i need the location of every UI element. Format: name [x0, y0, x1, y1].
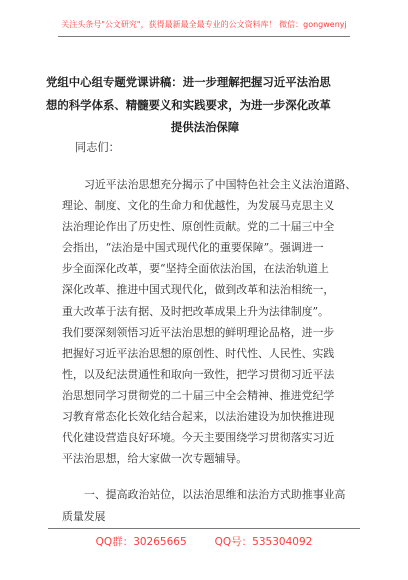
body-line: 理论、制度、文化的生命力和优越性，为发展马克思主义	[62, 199, 335, 213]
section-heading-line: 一、提高政治站位，以法治思维和法治方式助推事业高	[84, 488, 346, 501]
document-title	[46, 71, 364, 139]
page-header	[58, 14, 350, 37]
greeting: 同志们：	[75, 141, 120, 154]
title-line: 提供法治保障	[170, 120, 240, 134]
body-line: 深化改革、推进中国式现代化，做到改革和法治相统一，	[62, 283, 335, 297]
body-line: 平法治思想，给大家做一次专题辅导。	[62, 452, 248, 466]
footer-divider	[48, 528, 360, 529]
footer-qq-number: QQ号：535304092	[214, 536, 313, 548]
footer-qq-group: QQ群：30265665	[95, 536, 187, 548]
page-footer	[0, 534, 408, 549]
title-line: 党组中心组专题党课讲稿：进一步理解把握习近平法治思	[46, 75, 331, 89]
body-line: 习近平法治思想充分揭示了中国特色社会主义法治道路、	[84, 178, 357, 191]
body-line: 习教育常态化长效化结合起来，以法治建设为加快推进现	[62, 410, 335, 424]
body-line: 把握好习近平法治思想的原创性、时代性、人民性、实践	[62, 346, 335, 360]
body-line: 我们要深刻领悟习近平法治思想的鲜明理论品格，进一步	[62, 325, 335, 339]
header-promo-text: 关注头条号"公文研究"，获得最新最全最专业的公文资料库！ 微信：gongwenyj	[61, 20, 347, 29]
body-line: 步全面深化改革，要“坚持全面依法治国，在法治轨道上	[62, 262, 329, 276]
section-heading-line: 质量发展	[62, 509, 106, 523]
body-line: 法治理论作出了历史性、原创性贡献。党的二十届三中全	[62, 220, 335, 234]
body-paragraph	[62, 174, 362, 469]
section-heading	[62, 484, 362, 527]
body-line: 治思想同学习贯彻党的二十届三中全会精神、推进党纪学	[62, 388, 335, 402]
body-line: 会指出，“法治是中国式现代化的重要保障”。强调进一	[62, 241, 324, 255]
title-line: 想的科学体系、精髓要义和实践要求，为进一步深化改革	[46, 97, 331, 112]
body-line: 重大改革于法有据、及时把改革成果上升为法律制度”。	[62, 304, 329, 318]
body-line: 性，以及纪法贯通性和取向一致性，把学习贯彻习近平法	[62, 367, 335, 381]
body-line: 代化建设营造良好环境。今天主要围绕学习贯彻落实习近	[62, 431, 335, 445]
